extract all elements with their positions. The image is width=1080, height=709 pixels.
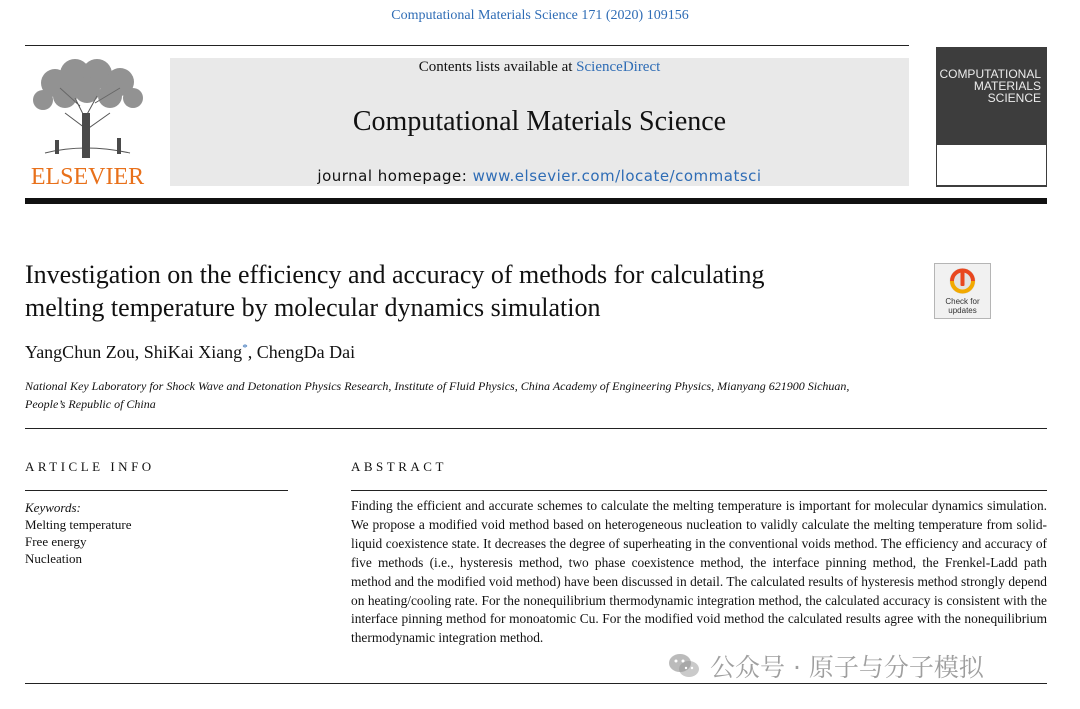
contents-prefix: Contents lists available at [418,59,577,75]
affiliation-line-2: People’s Republic of China [25,397,156,411]
homepage-prefix: journal homepage: [317,167,473,185]
cover-lower-panel [937,145,1046,185]
top-divider [25,45,909,46]
check-label-line1: Check for [945,297,980,306]
contents-line [170,59,909,76]
author-1: YangChun Zou, [25,342,144,362]
cover-title-line3: SCIENCE [987,91,1041,105]
author-2[interactable]: ShiKai Xiang [143,342,243,362]
keyword-item: Melting temperature [25,517,132,532]
author-list [25,342,355,363]
section-divider [25,428,1047,429]
wechat-icon [668,652,700,680]
abstract-body: Finding the efficient and accurate schemes to calculate the melting temperature is important for molecular dynamics simulation. We propose a modified void method based on heterogeneous nucleation to validly calculate the melting temperature from solid-liquid coexistence state. It decreases the degree of superheating in the conventional voids method. The efficiency and accuracy of five methods (i.e., hysteresis method, two phase coexistence method, the interface pinning method, the Frenkel-Ladd path method and the modified void method) have been discussed in detail. The calculated results of hysteresis method strongly depend on heating/cooling rate. For the nonequilibrium thermodynamic integration method, the calculated accuracy is consistent with the interface pinning method for monoatomic Cu. For the modified void method the calculated results agree with the nonequilibrium thermodynamic integration method. [351,498,1047,646]
watermark-text: 公众号 · 原子与分子模拟 [710,653,984,682]
cover-title-line2: MATERIALS [973,79,1041,93]
article-title [25,258,905,324]
journal-title: Computational Materials Science [352,106,727,137]
keyword-item: Nucleation [25,551,83,566]
abstract-heading: ABSTRACT [351,459,447,474]
keywords-label: Keywords: [25,500,81,515]
homepage-link[interactable]: www.elsevier.com/locate/commatsci [472,167,762,185]
title-line-1: Investigation on the efficiency and accuracy of methods for calculating [25,260,765,289]
keywords-block [25,499,132,567]
title-line-2: melting temperature by molecular dynamics simulation [25,293,601,322]
author-affiliation [25,377,925,413]
article-info-heading: ARTICLE INFO [25,459,155,474]
corresponding-author-mark[interactable]: * [242,342,248,354]
wechat-watermark [668,648,984,684]
sciencedirect-link[interactable]: ScienceDirect [576,59,661,75]
affiliation-line-1: National Key Laboratory for Shock Wave and Detonation Physics Research, Institute of Fluid Physics, China Academy of Engineering Physics, Mianyang 621900 Sichuan, [25,379,850,393]
check-label-line2: updates [948,306,977,315]
keyword-item: Free energy [25,534,87,549]
journal-citation[interactable] [0,8,1080,24]
journal-cover-thumbnail[interactable] [936,47,1047,187]
elsevier-wordmark: ELSEVIER [30,164,145,190]
citation-link[interactable]: Computational Materials Science 171 (2020) 109156 [391,8,689,23]
article-info-divider [25,490,288,491]
check-updates-icon [935,264,990,298]
abstract-divider [351,490,1047,491]
journal-homepage-line [170,167,909,185]
check-for-updates-label [934,297,991,315]
author-3: , ChengDa Dai [247,342,356,362]
header-thick-divider [25,198,1047,204]
cover-title-line1: COMPUTATIONAL [939,67,1041,81]
